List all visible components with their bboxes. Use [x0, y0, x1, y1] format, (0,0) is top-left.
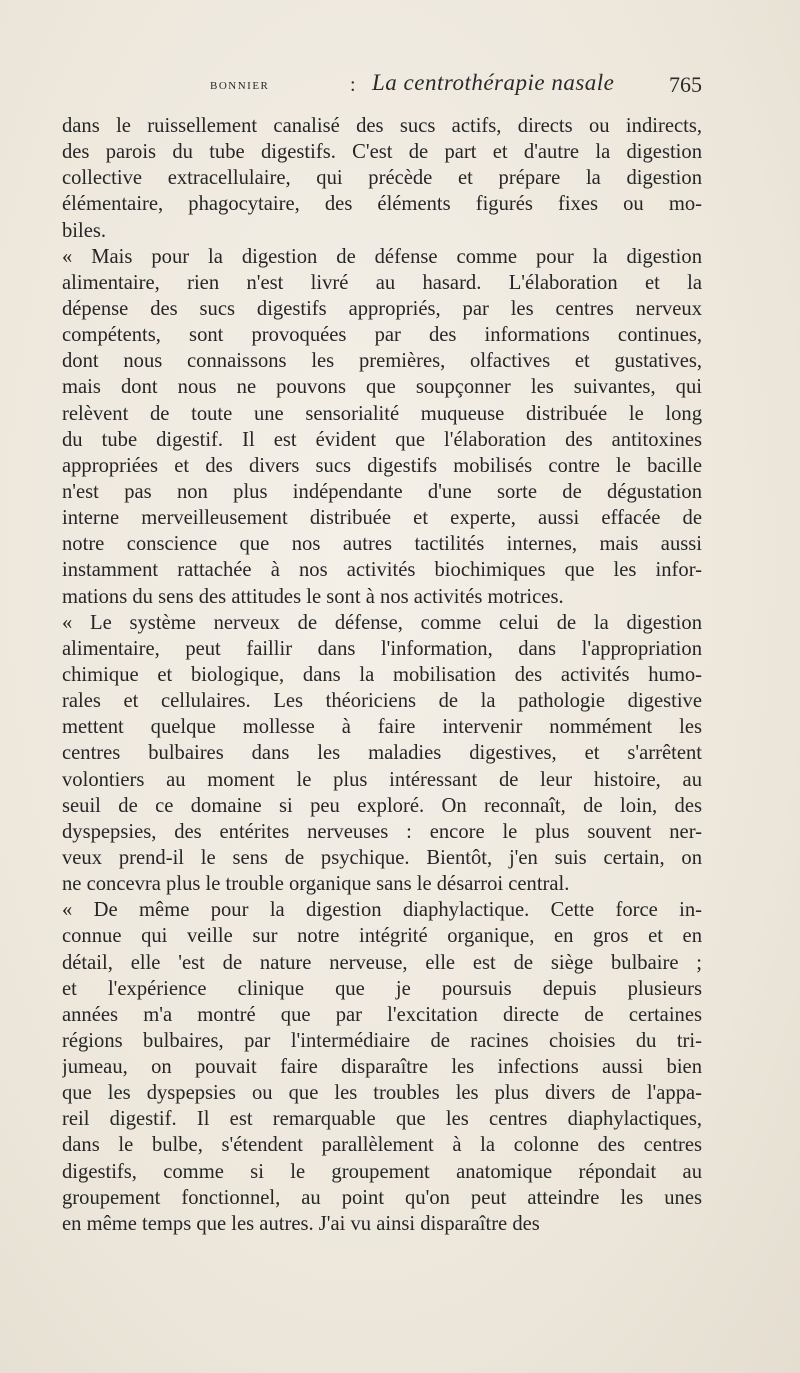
text-line: et l'expérience clinique que je poursuis depuis plusieurs: [62, 977, 702, 1000]
text-line: dépense des sucs digestifs appropriés, par les centres nerveux: [62, 297, 702, 320]
text-line: dyspepsies, des entérites nerveuses : encore le plus souvent ner-: [62, 820, 702, 843]
text-line: interne merveilleusement distribuée et experte, aussi effacée de: [62, 507, 702, 530]
header-separator: :: [350, 74, 356, 96]
text-line: du tube digestif. Il est évident que l'élaboration des antitoxines: [62, 428, 702, 451]
text-line: des parois du tube digestifs. C'est de part et d'autre la digestion: [62, 141, 702, 164]
text-line: n'est pas non plus indépendante d'une sorte de dégustation: [62, 480, 702, 503]
text-line: mettent quelque mollesse à faire intervenir nommément les: [62, 716, 702, 739]
text-line: que les dyspepsies ou que les troubles les plus divers de l'appa-: [62, 1082, 702, 1105]
text-line: rales et cellulaires. Les théoriciens de la pathologie digestive: [62, 690, 702, 713]
text-line: chimique et biologique, dans la mobilisation des activités humo-: [62, 663, 702, 686]
text-line: instamment rattachée à nos activités biochimiques que les infor-: [62, 559, 702, 582]
text-line: jumeau, on pouvait faire disparaître les infections aussi bien: [62, 1056, 702, 1079]
text-line: collective extracellulaire, qui précède et prépare la digestion: [62, 167, 702, 190]
page-number: 765: [669, 72, 702, 97]
text-line: biles.: [62, 219, 107, 242]
text-line: mations du sens des attitudes le sont à nos activités motrices.: [62, 585, 564, 608]
text-line: en même temps que les autres. J'ai vu ainsi disparaître des: [62, 1212, 540, 1235]
text-line: détail, elle 'est de nature nerveuse, elle est de siège bulbaire ;: [62, 951, 702, 974]
text-line: volontiers au moment le plus intéressant de leur histoire, au: [62, 768, 702, 791]
text-line: reil digestif. Il est remarquable que les centres diaphylactiques,: [62, 1108, 702, 1131]
text-line: veux prend-il le sens de psychique. Bientôt, j'en suis certain, on: [62, 846, 702, 869]
body-text: [62, 113, 702, 1237]
text-line: digestifs, comme si le groupement anatomique répondait au: [62, 1160, 702, 1183]
text-line: notre conscience que nos autres tactilités internes, mais aussi: [62, 533, 702, 556]
text-line: centres bulbaires dans les maladies digestives, et s'arrêtent: [62, 742, 702, 765]
text-line: dont nous connaissons les premières, olfactives et gustatives,: [62, 350, 702, 373]
text-line: alimentaire, rien n'est livré au hasard. L'élaboration et la: [62, 271, 702, 294]
text-line: seuil de ce domaine si peu exploré. On reconnaît, de loin, des: [62, 794, 702, 817]
text-line: connue qui veille sur notre intégrité organique, en gros et en: [62, 925, 702, 948]
text-line: groupement fonctionnel, au point qu'on peut atteindre les unes: [62, 1186, 702, 1209]
text-line: années m'a montré que par l'excitation directe de certaines: [62, 1003, 702, 1026]
running-header: [62, 70, 702, 104]
text-line: « Le système nerveux de défense, comme celui de la digestion: [62, 611, 702, 634]
text-line: dans le bulbe, s'étendent parallèlement à la colonne des centres: [62, 1134, 702, 1157]
text-line: régions bulbaires, par l'intermédiaire de racines choisies du tri-: [62, 1029, 702, 1052]
text-line: appropriées et des divers sucs digestifs mobilisés contre le bacille: [62, 454, 702, 477]
text-line: élémentaire, phagocytaire, des éléments figurés fixes ou mo-: [62, 193, 702, 216]
text-line: alimentaire, peut faillir dans l'information, dans l'appropriation: [62, 637, 702, 660]
text-line: « Mais pour la digestion de défense comme pour la digestion: [62, 245, 702, 268]
text-line: dans le ruissellement canalisé des sucs actifs, directs ou indirects,: [62, 115, 702, 137]
text-line: relèvent de toute une sensorialité muqueuse distribuée le long: [62, 402, 702, 425]
header-title: La centrothérapie nasale: [372, 70, 615, 95]
header-author: bonnier: [210, 76, 270, 93]
text-line: compétents, sont provoquées par des informations continues,: [62, 324, 702, 347]
text-line: ne concevra plus le trouble organique sans le désarroi central.: [62, 873, 570, 896]
text-line: mais dont nous ne pouvons que soupçonner les suivantes, qui: [62, 376, 702, 399]
text-line: « De même pour la digestion diaphylactique. Cette force in-: [62, 899, 702, 922]
